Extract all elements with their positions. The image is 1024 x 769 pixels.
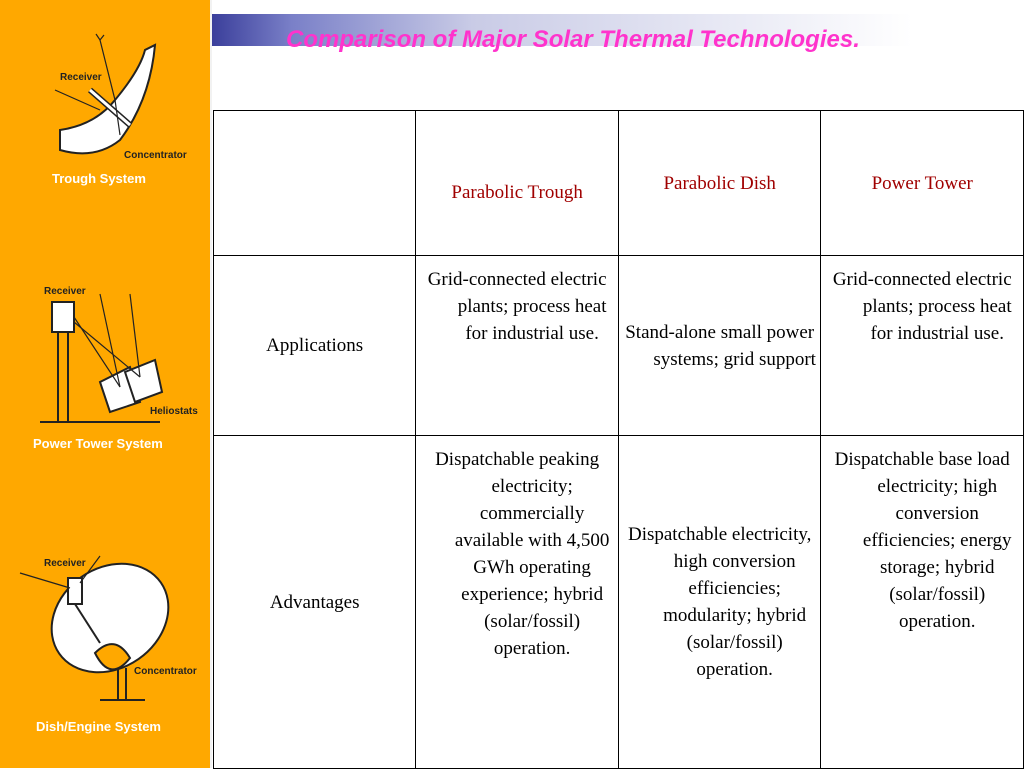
table-row xyxy=(214,256,1024,436)
header-cell-empty xyxy=(214,111,416,256)
row-label-applications: Applications xyxy=(214,256,416,436)
trough-concentrator-label: Concentrator xyxy=(124,150,187,161)
tower-receiver-label: Receiver xyxy=(44,286,86,297)
header-power-tower: Power Tower xyxy=(821,111,1024,256)
advantages-dish-cell: Dispatchable electricity, high conversion efficiencies; modularity; hybrid (solar/fossil) operation. xyxy=(618,436,821,769)
advantages-tower-cell: Dispatchable base load electricity; high conversion efficiencies; energy storage; hybrid (solar/fossil) operation. xyxy=(821,436,1024,769)
table-header-row xyxy=(214,111,1024,256)
dish-engine-system-title: Dish/Engine System xyxy=(36,719,161,734)
trough-receiver-label: Receiver xyxy=(60,72,102,83)
slide-title: Comparison of Major Solar Thermal Technologies. xyxy=(286,26,860,53)
trough-system-illustration xyxy=(0,30,212,170)
dish-receiver-box xyxy=(68,578,82,604)
applications-dish-cell: Stand-alone small power systems; grid support xyxy=(618,256,821,436)
dish-receiver-label: Receiver xyxy=(44,558,86,569)
dish-concentrator-label: Concentrator xyxy=(134,666,197,677)
power-tower-illustration xyxy=(0,282,212,432)
sidebar-panel xyxy=(0,0,212,768)
advantages-trough-cell: Dispatchable peaking electricity; commercially available with 4,500 GWh operating experience; hybrid (solar/fossil) operation. xyxy=(416,436,619,769)
trough-system-title: Trough System xyxy=(52,171,146,186)
table-row xyxy=(214,436,1024,769)
header-parabolic-trough: Parabolic Trough xyxy=(416,111,619,256)
tower-receiver-box xyxy=(52,302,74,332)
applications-trough-cell: Grid-connected electric plants; process heat for industrial use. xyxy=(416,256,619,436)
dish-engine-illustration xyxy=(0,548,212,708)
comparison-table xyxy=(213,110,1024,769)
row-label-advantages: Advantages xyxy=(214,436,416,769)
header-parabolic-dish: Parabolic Dish xyxy=(618,111,821,256)
applications-tower-cell: Grid-connected electric plants; process heat for industrial use. xyxy=(821,256,1024,436)
tower-heliostats-label: Heliostats xyxy=(150,406,198,417)
power-tower-system-title: Power Tower System xyxy=(33,436,163,451)
